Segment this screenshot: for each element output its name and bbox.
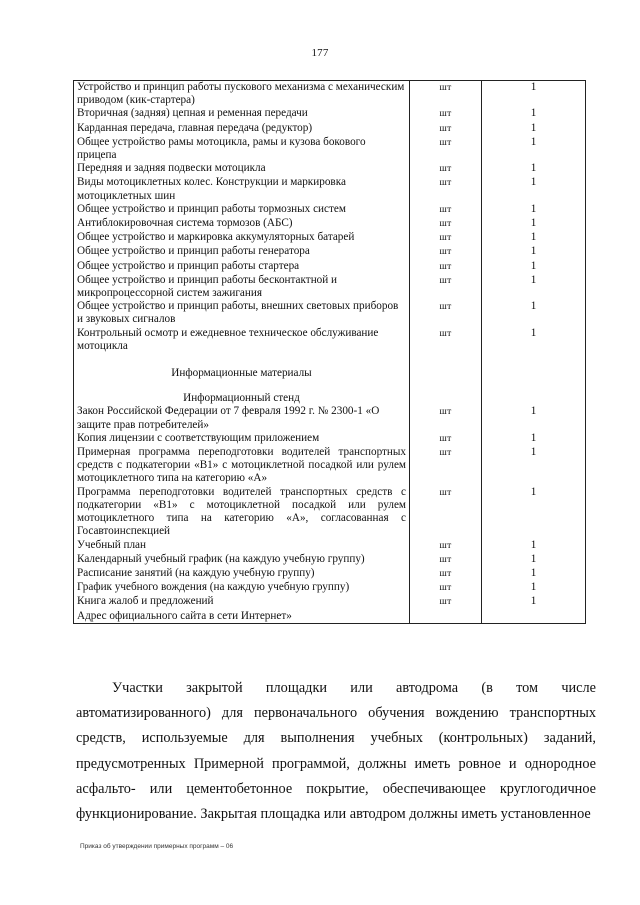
table-row — [74, 581, 586, 595]
table-row — [74, 327, 586, 353]
unit-cell: шт — [410, 567, 482, 581]
quantity-cell: 1 — [482, 553, 586, 567]
quantity-cell: 1 — [482, 405, 586, 431]
unit-cell: шт — [410, 136, 482, 162]
table-spacer-row — [74, 353, 586, 365]
item-name-cell: Адрес официального сайта в сети Интернет» — [74, 610, 410, 624]
spacer-cell — [482, 353, 586, 365]
equipment-table — [73, 80, 586, 624]
item-name-cell: Общее устройство и принцип работы генератора — [74, 245, 410, 259]
item-name-cell: Передняя и задняя подвески мотоцикла — [74, 162, 410, 176]
unit-cell: шт — [410, 432, 482, 446]
item-name-cell: Книга жалоб и предложений — [74, 595, 410, 609]
table-row — [74, 300, 586, 326]
item-name-cell: Общее устройство и принцип работы бесконтактной и микропроцессорной систем зажигания — [74, 274, 410, 300]
quantity-cell: 1 — [482, 567, 586, 581]
page-number: 177 — [311, 47, 329, 59]
item-name-cell: Вторичная (задняя) цепная и ременная передачи — [74, 107, 410, 121]
table-row — [74, 217, 586, 231]
unit-cell: шт — [410, 595, 482, 609]
item-name-cell: Копия лицензии с соответствующим приложением — [74, 432, 410, 446]
quantity-cell: 1 — [482, 486, 586, 539]
quantity-cell: 1 — [482, 162, 586, 176]
quantity-cell: 1 — [482, 231, 586, 245]
unit-cell: шт — [410, 553, 482, 567]
table-row — [74, 162, 586, 176]
unit-cell: шт — [410, 176, 482, 202]
unit-cell: шт — [410, 231, 482, 245]
spacer-cell — [410, 353, 482, 365]
item-name-cell: Календарный учебный график (на каждую учебную группу) — [74, 553, 410, 567]
unit-cell: шт — [410, 107, 482, 121]
body-paragraph: Участки закрытой площадки или автодрома (в том числе автоматизированного) для первоначального обучения вождению транспортных средств, используемые для выполнения учебных (контрольных) заданий, предусмотренных Примерной программой, должны иметь ровное и однородное асфальто- или цементобетонное покрытие, обеспечивающее круглогодичное функционирование. Закрытая площадка или автодром должны иметь установленное — [76, 680, 596, 823]
item-name-cell: Общее устройство и принцип работы, внешних световых приборов и звуковых сигналов — [74, 300, 410, 326]
item-name-cell: График учебного вождения (на каждую учебную группу) — [74, 581, 410, 595]
item-name-cell: Антиблокировочная система тормозов (АБС) — [74, 217, 410, 231]
quantity-cell — [482, 610, 586, 624]
unit-cell: шт — [410, 203, 482, 217]
quantity-cell: 1 — [482, 539, 586, 553]
unit-cell: шт — [410, 162, 482, 176]
table-row — [74, 245, 586, 259]
quantity-cell: 1 — [482, 432, 586, 446]
unit-cell: шт — [410, 217, 482, 231]
table-row — [74, 274, 586, 300]
unit-cell: шт — [410, 446, 482, 486]
unit-cell — [410, 365, 482, 382]
quantity-cell — [482, 365, 586, 382]
table-row — [74, 122, 586, 136]
unit-cell: шт — [410, 274, 482, 300]
quantity-cell: 1 — [482, 122, 586, 136]
table-heading-row — [74, 365, 586, 382]
item-name-cell: Контрольный осмотр и ежедневное техническое обслуживание мотоцикла — [74, 327, 410, 353]
quantity-cell: 1 — [482, 107, 586, 121]
quantity-cell: 1 — [482, 300, 586, 326]
quantity-cell: 1 — [482, 274, 586, 300]
table-row — [74, 595, 586, 609]
quantity-cell: 1 — [482, 136, 586, 162]
table-row — [74, 136, 586, 162]
unit-cell: шт — [410, 405, 482, 431]
table-heading-row — [74, 382, 586, 405]
unit-cell: шт — [410, 300, 482, 326]
quantity-cell: 1 — [482, 245, 586, 259]
unit-cell: шт — [410, 245, 482, 259]
item-name-cell: Закон Российской Федерации от 7 февраля 1992 г. № 2300-1 «О защите прав потребителей» — [74, 405, 410, 431]
item-name-cell: Общее устройство и принцип работы стартера — [74, 260, 410, 274]
table-row — [74, 260, 586, 274]
quantity-cell: 1 — [482, 81, 586, 108]
quantity-cell: 1 — [482, 260, 586, 274]
item-name-cell: Общее устройство и принцип работы тормозных систем — [74, 203, 410, 217]
quantity-cell: 1 — [482, 581, 586, 595]
item-name-cell: Карданная передача, главная передача (редуктор) — [74, 122, 410, 136]
quantity-cell: 1 — [482, 176, 586, 202]
unit-cell: шт — [410, 122, 482, 136]
quantity-cell: 1 — [482, 595, 586, 609]
quantity-cell: 1 — [482, 217, 586, 231]
unit-cell: шт — [410, 81, 482, 108]
item-name-cell: Программа переподготовки водителей транспортных средств с подкатегории «В1» с мотоциклетной посадкой или рулем мотоциклетного типа на категорию «А», согласованная с Госавтоинспекцией — [74, 486, 410, 539]
table-row — [74, 231, 586, 245]
item-name-cell: Расписание занятий (на каждую учебную группу) — [74, 567, 410, 581]
table-row — [74, 446, 586, 486]
quantity-cell: 1 — [482, 327, 586, 353]
spacer-cell — [74, 353, 410, 365]
table-body — [74, 81, 586, 624]
item-name-cell: Общее устройство рамы мотоцикла, рамы и кузова бокового прицепа — [74, 136, 410, 162]
unit-cell: шт — [410, 581, 482, 595]
table-row — [74, 486, 586, 539]
table-row — [74, 567, 586, 581]
section-heading: Информационные материалы — [74, 365, 410, 382]
quantity-cell: 1 — [482, 446, 586, 486]
subsection-heading: Информационный стенд — [74, 382, 410, 405]
quantity-cell — [482, 382, 586, 405]
table-row — [74, 610, 586, 624]
unit-cell — [410, 610, 482, 624]
table-row — [74, 203, 586, 217]
unit-cell: шт — [410, 327, 482, 353]
table-row — [74, 553, 586, 567]
table-row — [74, 405, 586, 431]
table-row — [74, 81, 586, 108]
item-name-cell: Устройство и принцип работы пускового механизма с механическим приводом (кик-стартера) — [74, 81, 410, 108]
table-row — [74, 432, 586, 446]
item-name-cell: Учебный план — [74, 539, 410, 553]
unit-cell: шт — [410, 486, 482, 539]
quantity-cell: 1 — [482, 203, 586, 217]
item-name-cell: Виды мотоциклетных колес. Конструкции и маркировка мотоциклетных шин — [74, 176, 410, 202]
table-row — [74, 539, 586, 553]
table-row — [74, 107, 586, 121]
page-footer: Приказ об утверждении примерных программ – 06 — [80, 843, 234, 850]
item-name-cell: Примерная программа переподготовки водителей транспортных средств с подкатегории «В1» с мотоциклетной посадкой или рулем мотоциклетного типа на категорию «А» — [74, 446, 410, 486]
item-name-cell: Общее устройство и маркировка аккумуляторных батарей — [74, 231, 410, 245]
unit-cell: шт — [410, 260, 482, 274]
table-row — [74, 176, 586, 202]
unit-cell: шт — [410, 539, 482, 553]
unit-cell — [410, 382, 482, 405]
